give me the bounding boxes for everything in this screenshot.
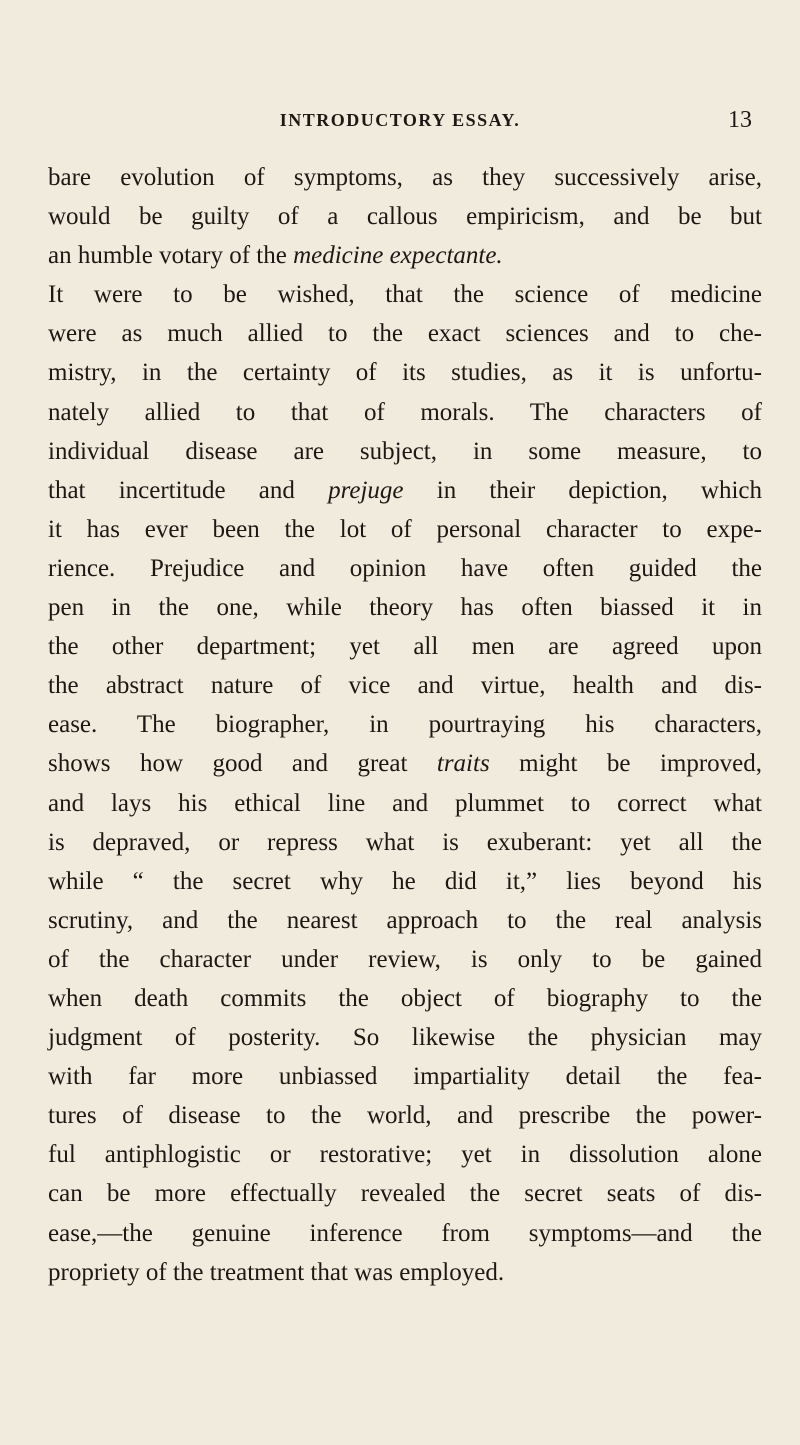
text-line: propriety of the treatment that was employed. xyxy=(48,1258,505,1286)
running-title: INTRODUCTORY ESSAY. xyxy=(279,110,521,130)
text-line: ease,—the genuine inference from symptoms—and the xyxy=(48,1219,762,1247)
text-line: can be more effectually revealed the secret seats of dis- xyxy=(48,1180,762,1208)
text-line: ease. The biographer, in pourtraying his characters, xyxy=(48,711,762,739)
text-line: with far more unbiassed impartiality detail the fea- xyxy=(48,1063,762,1091)
text-line: it has ever been the lot of personal character to expe- xyxy=(48,515,762,543)
text-line: and lays his ethical line and plummet to correct what xyxy=(48,789,762,817)
text-line: an humble votary of the medicine expectante. xyxy=(48,242,503,270)
text-line: nately allied to that of morals. The characters of xyxy=(48,398,762,426)
page-number: 13 xyxy=(728,107,752,133)
text-line: ful antiphlogistic or restorative; yet in dissolution alone xyxy=(48,1141,762,1169)
text-line: of the character under review, is only to be gained xyxy=(48,945,762,973)
italic-word: prejuge xyxy=(328,476,404,504)
italic-phrase: medicine expectante. xyxy=(293,242,503,270)
text-line: the abstract nature of vice and virtue, health and dis- xyxy=(48,672,762,700)
text-line: individual disease are subject, in some measure, to xyxy=(48,437,762,465)
text-line: tures of disease to the world, and prescribe the power- xyxy=(48,1102,762,1130)
text-line: the other department; yet all men are agreed upon xyxy=(48,633,762,661)
italic-word: traits xyxy=(436,750,490,778)
text-line: is depraved, or repress what is exuberant: yet all the xyxy=(48,828,762,856)
text-line: scrutiny, and the nearest approach to the real analysis xyxy=(48,906,762,934)
text-line: It were to be wished, that the science of medicine xyxy=(48,281,762,309)
text-line: when death commits the object of biography to the xyxy=(48,984,762,1012)
text-line: would be guilty of a callous empiricism, and be but xyxy=(48,203,762,231)
text-line: rience. Prejudice and opinion have often guided the xyxy=(48,554,762,582)
running-head xyxy=(0,100,800,140)
text-line: mistry, in the certainty of its studies, as it is unfortu- xyxy=(48,359,762,387)
text-line: bare evolution of symptoms, as they successively arise, xyxy=(48,164,762,191)
text-line: that incertitude and prejuge in their depiction, which xyxy=(48,476,762,504)
text-line: shows how good and great traits might be improved, xyxy=(48,750,763,778)
body-text xyxy=(48,158,762,1292)
text-line: pen in the one, while theory has often biassed it in xyxy=(48,594,762,622)
text-line: were as much allied to the exact sciences and to che- xyxy=(48,320,762,348)
text-line: while “ the secret why he did it,” lies beyond his xyxy=(48,867,762,895)
text-line: judgment of posterity. So likewise the physician may xyxy=(48,1024,762,1052)
